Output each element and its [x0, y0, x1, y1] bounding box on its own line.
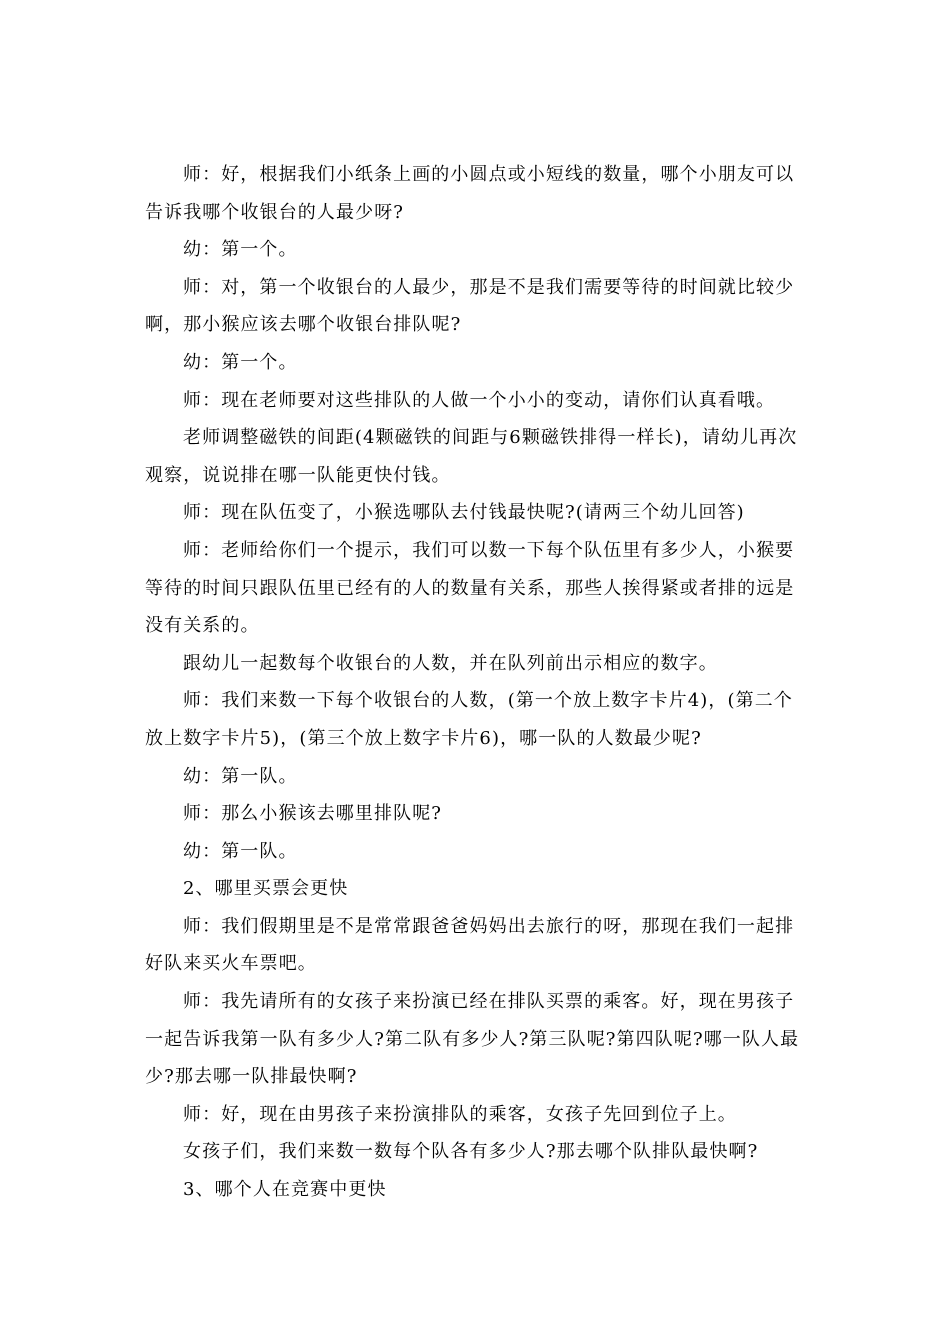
paragraph: 老师调整磁铁的间距(4颗磁铁的间距与6颗磁铁排得一样长)，请幼儿再次观察，说说排在哪一队能更快付钱。	[145, 427, 798, 486]
document-body	[145, 156, 805, 1209]
paragraph: 师：好，现在由男孩子来扮演排队的乘客，女孩子先回到位子上。	[183, 1103, 737, 1125]
paragraph: 幼：第一队。	[183, 840, 298, 862]
paragraph: 幼：第一个。	[183, 351, 298, 373]
paragraph: 师：好，根据我们小纸条上画的小圆点或小短线的数量，哪个小朋友可以告诉我哪个收银台的人最少呀?	[145, 164, 795, 223]
paragraph: 师：我先请所有的女孩子来扮演已经在排队买票的乘客。好，现在男孩子一起告诉我第一队有多少人?第二队有多少人?第三队呢?第四队呢?哪一队人最少?那去哪一队排最快啊?	[145, 991, 800, 1088]
paragraph: 师：对，第一个收银台的人最少，那是不是我们需要等待的时间就比较少啊，那小猴应该去哪个收银台排队呢?	[145, 276, 795, 336]
paragraph: 师：那么小猴该去哪里排队呢?	[183, 803, 443, 825]
section-heading: 3、哪个人在竞赛中更快	[183, 1179, 387, 1201]
paragraph: 师：老师给你们一个提示，我们可以数一下每个队伍里有多少人，小猴要等待的时间只跟队伍里已经有的人的数量有关系，那些人挨得紧或者排的远是没有关系的。	[145, 539, 795, 637]
paragraph: 幼：第一个。	[183, 239, 298, 261]
section-heading: 2、哪里买票会更快	[183, 878, 349, 900]
paragraph: 师：现在老师要对这些排队的人做一个小小的变动，请你们认真看哦。	[183, 389, 776, 411]
paragraph: 师：现在队伍变了，小猴选哪队去付钱最快呢?(请两三个幼儿回答)	[183, 502, 745, 524]
paragraph: 女孩子们，我们来数一数每个队各有多少人?那去哪个队排队最快啊?	[183, 1141, 759, 1163]
paragraph: 跟幼儿一起数每个收银台的人数，并在队列前出示相应的数字。	[183, 652, 718, 674]
paragraph: 师：我们假期里是不是常常跟爸爸妈妈出去旅行的呀，那现在我们一起排好队来买火车票吧。	[145, 915, 795, 975]
paragraph: 师：我们来数一下每个收银台的人数，(第一个放上数字卡片4)，(第二个放上数字卡片5)，(第三个放上数字卡片6)，哪一队的人数最少呢?	[145, 690, 793, 749]
paragraph: 幼：第一队。	[183, 765, 298, 787]
